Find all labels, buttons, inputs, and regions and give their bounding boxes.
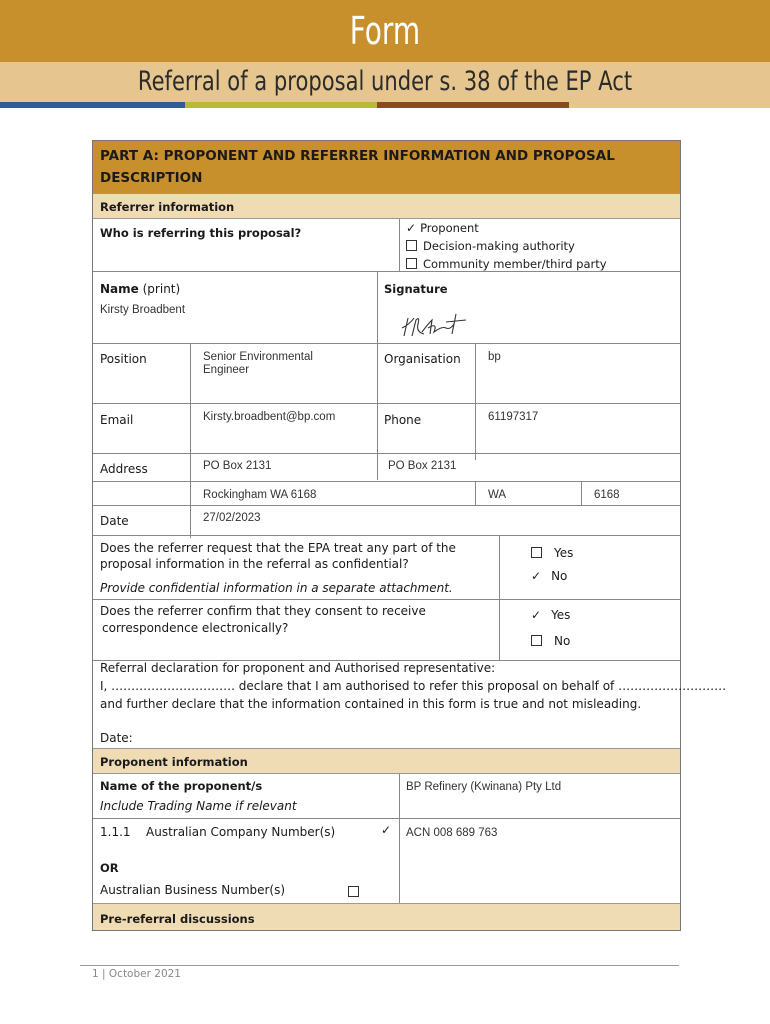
- divider: [93, 505, 680, 506]
- footer-date: October 2021: [108, 968, 181, 980]
- name-label: Name (print): [100, 282, 181, 296]
- option-dma-label: Decision-making authority: [423, 239, 575, 253]
- option-decision-making-authority[interactable]: [406, 239, 575, 253]
- check-icon: ✓: [531, 608, 542, 622]
- option-proponent-label: Proponent: [420, 221, 479, 235]
- divider: [93, 481, 680, 482]
- address-line1-a[interactable]: PO Box 2131: [203, 460, 272, 472]
- acn-value[interactable]: ACN 008 689 763: [406, 827, 498, 839]
- divider: [93, 271, 680, 272]
- who-referring-question: Who is referring this proposal?: [100, 226, 302, 240]
- acn-check-icon[interactable]: ✓: [381, 823, 392, 837]
- address-label: Address: [100, 462, 148, 476]
- divider: [93, 535, 680, 536]
- abn-label: Australian Business Number(s): [100, 883, 286, 897]
- divider: [581, 481, 582, 505]
- part-a-heading-line2: DESCRIPTION: [100, 170, 203, 186]
- divider: [475, 481, 476, 505]
- proponent-section-label: Proponent information: [100, 755, 248, 769]
- email-label: Email: [100, 413, 134, 427]
- footer-page-number: 1: [92, 968, 99, 980]
- electronic-no-option[interactable]: No: [531, 634, 570, 648]
- position-label: Position: [100, 352, 147, 366]
- divider: [499, 535, 500, 660]
- confidential-question-line2: proposal information in the referral as confidential?: [100, 557, 409, 571]
- stripe-sand: [569, 102, 770, 108]
- form-subtitle-banner: [0, 62, 770, 102]
- divider: [190, 343, 191, 538]
- date-value[interactable]: 27/02/2023: [203, 512, 261, 524]
- electronic-yes-option[interactable]: ✓ Yes: [531, 608, 571, 622]
- address-postcode[interactable]: 6168: [594, 489, 620, 501]
- referrer-section-header: [93, 193, 680, 219]
- check-icon: ✓: [406, 221, 417, 235]
- acn-number: 1.1.1: [100, 825, 131, 839]
- checkbox-empty-icon: [406, 258, 417, 269]
- declaration-date-label: Date:: [100, 731, 133, 745]
- name-value[interactable]: Kirsty Broadbent: [100, 304, 186, 316]
- proponent-name-value[interactable]: BP Refinery (Kwinana) Pty Ltd: [406, 781, 562, 793]
- confidential-no-option[interactable]: ✓ No: [531, 569, 568, 583]
- electronic-question-line1: Does the referrer confirm that they consent to receive: [100, 604, 426, 618]
- check-icon: ✓: [531, 569, 542, 583]
- referrer-section-label: Referrer information: [100, 200, 235, 214]
- divider: [377, 271, 378, 480]
- divider: [399, 219, 400, 271]
- stripe-brown: [377, 102, 569, 108]
- part-a-heading-line1: PART A: PROPONENT AND REFERRER INFORMATION AND PROPOSAL: [100, 148, 615, 164]
- phone-label: Phone: [384, 413, 422, 427]
- proponent-name-label: Name of the proponent/s: [100, 779, 263, 793]
- position-value-line2[interactable]: Engineer: [203, 364, 250, 376]
- divider: [93, 343, 680, 344]
- footer: 1 | October 2021: [92, 968, 181, 980]
- footer-rule: [80, 965, 679, 966]
- pre-referral-label: Pre-referral discussions: [100, 912, 255, 926]
- signature-label: Signature: [384, 282, 448, 296]
- divider: [93, 818, 680, 819]
- date-label: Date: [100, 514, 129, 528]
- checkbox-empty-icon: [348, 886, 359, 897]
- declaration-line3: and further declare that the information contained in this form is true and not misleading.: [100, 697, 642, 711]
- proponent-section-header: [93, 748, 680, 774]
- phone-value[interactable]: 61197317: [488, 411, 539, 423]
- address-city[interactable]: Rockingham WA 6168: [203, 489, 317, 501]
- checkbox-empty-icon: [531, 635, 542, 646]
- address-line1-b[interactable]: PO Box 2131: [388, 460, 457, 472]
- declaration-line2: I, …………………………. declare that I am authorised to refer this proposal on behalf of ………………………: [100, 679, 727, 693]
- option-community-member[interactable]: [406, 257, 607, 271]
- email-value[interactable]: Kirsty.broadbent@bp.com: [203, 411, 336, 423]
- pre-referral-section-header: [93, 903, 680, 930]
- divider: [399, 774, 400, 903]
- electronic-question-line2: correspondence electronically?: [102, 621, 289, 635]
- checkbox-empty-icon: [531, 547, 542, 558]
- declaration-line1: Referral declaration for proponent and Authorised representative:: [100, 661, 496, 675]
- confidential-question-line1: Does the referrer request that the EPA treat any part of the: [100, 541, 456, 555]
- confidential-yes-option[interactable]: Yes: [531, 546, 573, 560]
- organisation-label: Organisation: [384, 352, 461, 366]
- divider: [475, 343, 476, 460]
- form-title: Form: [349, 9, 421, 53]
- form-subtitle: Referral of a proposal under s. 38 of the EP Act: [137, 66, 633, 97]
- divider: [93, 599, 680, 600]
- part-a-heading: [93, 141, 680, 193]
- option-proponent[interactable]: [406, 221, 479, 235]
- divider: [93, 453, 680, 454]
- option-community-label: Community member/third party: [423, 257, 607, 271]
- abn-checkbox[interactable]: [348, 883, 365, 901]
- confidential-note: Provide confidential information in a separate attachment.: [100, 581, 453, 595]
- proponent-name-note: Include Trading Name if relevant: [100, 799, 297, 813]
- acn-label: Australian Company Number(s): [146, 825, 336, 839]
- stripe-blue: [0, 102, 185, 108]
- form-banner: [0, 0, 770, 62]
- checkbox-empty-icon: [406, 240, 417, 251]
- or-label: OR: [100, 861, 119, 875]
- stripe-green: [185, 102, 377, 108]
- organisation-value[interactable]: bp: [488, 351, 501, 363]
- divider: [93, 403, 680, 404]
- signature-image: [398, 310, 470, 342]
- position-value-line1[interactable]: Senior Environmental: [203, 351, 313, 363]
- address-state[interactable]: WA: [488, 489, 507, 501]
